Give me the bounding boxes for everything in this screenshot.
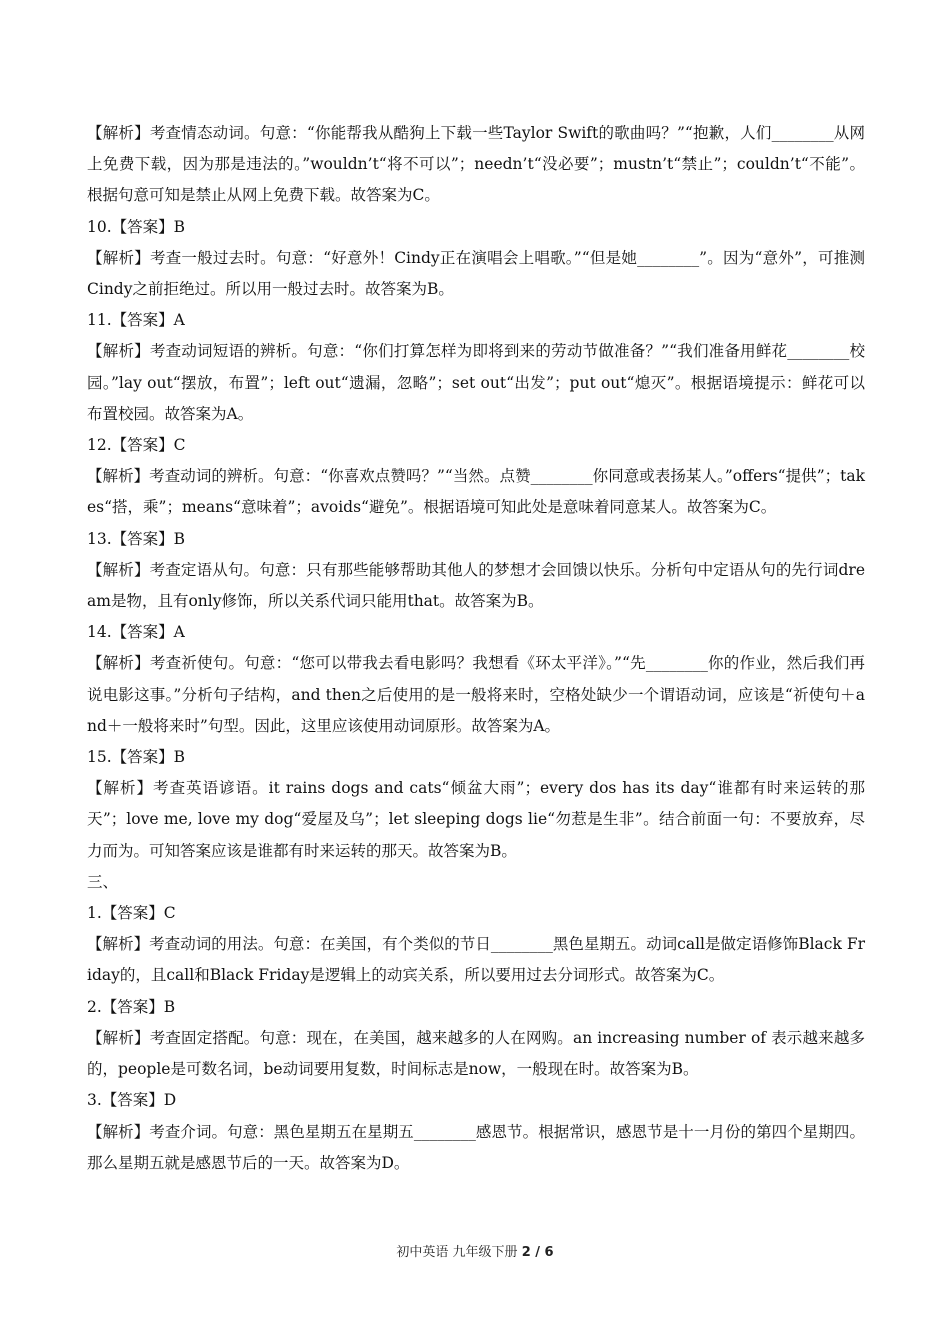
paragraph-explanation-s3-2: 【解析】考查固定搭配。句意：现在，在美国，越来越多的人在网购。an increasing number of 表示越来越多的，people是可数名词，be动词要用复数，时间标志是now，一般现在时。故答案为B。 [87, 1028, 865, 1079]
section-heading-3: 三、 [87, 872, 119, 891]
footer-course: 初中英语 九年级下册 [396, 1245, 518, 1260]
answer-content [87, 118, 865, 1179]
answer-13: 13.【答案】B [87, 529, 186, 548]
paragraph-explanation-13: 【解析】考查定语从句。句意：只有那些能够帮助其他人的梦想才会回馈以快乐。分析句中定语从句的先行词dream是物，且有only修饰，所以关系代词只能用that。故答案为B。 [87, 560, 865, 611]
answer-10: 10.【答案】B [87, 217, 186, 236]
answer-12: 12.【答案】C [87, 436, 186, 455]
paragraph-explanation-11: 【解析】考查动词短语的辨析。句意：“你们打算怎样为即将到来的劳动节做准备？”“我们准备用鲜花________校园。”lay out“摆放，布置”；left out“遗漏，忽略”；set out“出发”；put out“熄灭”。根据语境提示：鲜花可以布置校园。故答案为A。 [87, 342, 865, 423]
paragraph-explanation-14: 【解析】考查祈使句。句意：“您可以带我去看电影吗？我想看《环太平洋》。”“先________你的作业，然后我们再说电影这事。”分析句子结构，and then之后使用的是一般将来时，空格处缺少一个谓语动词，应该是“祈使句＋and＋一般将来时”句型。因此，这里应该使用动词原形。故答案为A。 [87, 654, 865, 735]
answer-s3-2: 2.【答案】B [87, 997, 176, 1016]
answer-s3-3: 3.【答案】D [87, 1091, 177, 1110]
paragraph-explanation-15: 【解析】考查英语谚语。it rains dogs and cats“倾盆大雨”；every dos has its day“谁都有时来运转的那天”；love me, love my dog“爱屋及乌”；let sleeping dogs lie“勿惹是生非”。结合前面一句：不要放弃，尽力而为。可知答案应该是谁都有时来运转的那天。故答案为B。 [87, 779, 865, 860]
answer-15: 15.【答案】B [87, 748, 186, 767]
page-footer [0, 1244, 950, 1262]
paragraph-explanation-9: 【解析】考查情态动词。句意：“你能帮我从酷狗上下载一些Taylor Swift的歌曲吗？”“抱歉，人们________从网上免费下载，因为那是违法的。”wouldn’t“将不可以”；needn’t“没必要”；mustn’t“禁止”；couldn’t“不能”。根据句意可知是禁止从网上免费下载。故答案为C。 [87, 124, 865, 205]
paragraph-explanation-12: 【解析】考查动词的辨析。句意：“你喜欢点赞吗？”“当然。点赞________你同意或表扬某人。”offers“提供”；takes“搭，乘”；means“意味着”；avoids“避免”。根据语境可知此处是意味着同意某人。故答案为C。 [87, 467, 865, 517]
answer-14: 14.【答案】A [87, 623, 185, 642]
paragraph-explanation-10: 【解析】考查一般过去时。句意：“好意外！Cindy正在演唱会上唱歌。”“但是她________”。因为“意外”，可推测Cindy之前拒绝过。所以用一般过去时。故答案为B。 [87, 248, 865, 299]
paragraph-explanation-s3-3: 【解析】考查介词。句意：黑色星期五在星期五________感恩节。根据常识，感恩节是十一月份的第四个星期四。那么星期五就是感恩节后的一天。故答案为D。 [87, 1122, 865, 1172]
footer-page-number: 2 / 6 [521, 1245, 554, 1260]
answer-11: 11.【答案】A [87, 311, 185, 330]
paragraph-explanation-s3-1: 【解析】考查动词的用法。句意：在美国，有个类似的节日________黑色星期五。动词call是做定语修饰Black Friday的，且call和Black Friday是逻辑上的动宾关系，所以要用过去分词形式。故答案为C。 [87, 935, 865, 985]
answer-s3-1: 1.【答案】C [87, 904, 176, 923]
